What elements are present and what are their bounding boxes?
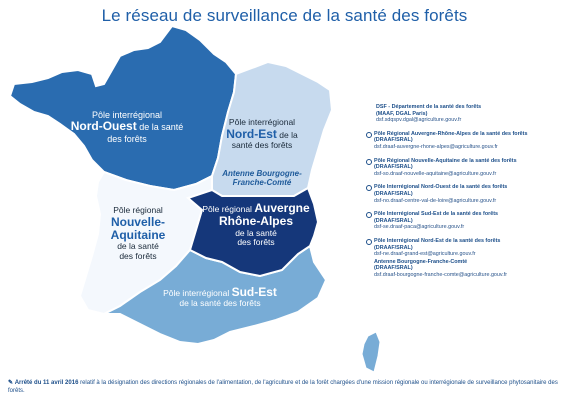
legend-antenne-subtitle: (DRAAF/SRAL): [374, 265, 413, 272]
legend-subtitle: (DRAAF/SRAL): [374, 190, 413, 197]
page-title: Le réseau de surveillance de la santé des forêts: [101, 6, 468, 25]
legend-email-link[interactable]: dsf.sdqspv.dgal@agriculture.gouv.fr: [376, 117, 462, 124]
legend-item: [366, 158, 566, 178]
label-sud-est: Pôle interrégional Sud-Est de la santé des forêts: [163, 285, 277, 309]
legend-title: Pôle Interrégional Nord-Ouest de la santé des forêts: [374, 184, 508, 191]
legend-subtitle: (DRAAF/SRAL): [374, 164, 413, 171]
legend-title: Pôle Régional Auvergne-Rhône-Alpes de la santé des forêts: [374, 130, 528, 137]
label-antenne-bfc: Antenne Bourgogne-Franche-Comté: [222, 169, 302, 187]
footnote: [8, 380, 563, 395]
legend-title: Pôle Interrégional Nord-Est de la santé des forêts: [374, 237, 501, 244]
label-nord-ouest: Pôle interrégional Nord-Ouest de la santé des forêts: [70, 110, 184, 144]
legend-subtitle: (DRAAF/SRAL): [374, 137, 413, 144]
legend-title: DSF - Département de la santé des forêts: [376, 104, 482, 110]
label-auvergne-rhone-alpes: Pôle régional Auvergne Rhône-Alpes de la santé des forêts: [202, 201, 310, 248]
legend-item: [366, 238, 566, 279]
footnote-pencil-icon: ✎: [8, 380, 14, 386]
legend-email-link[interactable]: dsf-se.draaf-paca@agriculture.gouv.fr: [374, 224, 465, 231]
bullet-icon: [366, 212, 372, 218]
legend-item: [366, 184, 566, 204]
legend-antenne: Antenne Bourgogne-Franche-Comté: [374, 258, 468, 265]
label-nord-est: Pôle interrégional Nord-Est de la santé des forêts: [226, 117, 298, 150]
legend: [366, 104, 566, 285]
bullet-icon: [366, 132, 372, 138]
legend-email-link[interactable]: dsf-so.draaf-nouvelle-aquitaine@agriculture.gouv.fr: [374, 170, 497, 177]
legend-subtitle: (MAAF, DGAL Paris): [376, 110, 428, 117]
legend-email-link[interactable]: dsf-ne.draaf-grand-est@agriculture.gouv.fr: [374, 251, 476, 258]
legend-subtitle: (DRAAF/SRAL): [374, 244, 413, 251]
footnote-text: relatif à la désignation des directions régionales de l'alimentation, de l'agriculture et de la forêt chargées d'une mission régionale ou interrégionale de surveillance phytosanitaire des forêts.: [8, 380, 558, 394]
bullet-icon: [366, 159, 372, 165]
legend-title: Pôle Interrégional Sud-Est de la santé des forêts: [374, 211, 499, 218]
legend-item: [366, 131, 566, 151]
legend-email-link[interactable]: dsf-no.draaf-centre-val-de-loire@agriculture.gouv.fr: [374, 197, 497, 204]
footnote-reference[interactable]: Arrêté du 11 avril 2016: [14, 380, 79, 386]
region-nord-ouest[interactable]: [10, 26, 236, 190]
legend-email-link[interactable]: dsf.draaf-auvergne-rhone-alpes@agriculture.gouv.fr: [374, 143, 498, 150]
region-corse: [362, 332, 380, 372]
legend-title: Pôle Régional Nouvelle-Aquitaine de la santé des forêts: [374, 157, 517, 164]
bullet-icon: [366, 185, 372, 191]
legend-subtitle: (DRAAF/SRAL): [374, 217, 413, 224]
legend-antenne-email-link[interactable]: dsf.draaf-bourgogne-franche-comte@agriculture.gouv.fr: [374, 271, 508, 278]
legend-item: [366, 104, 566, 124]
bullet-icon: [366, 239, 372, 245]
label-nouvelle-aquitaine: Pôle régional Nouvelle- Aquitaine de la santé des forêts: [110, 205, 166, 261]
legend-item: [366, 211, 566, 231]
